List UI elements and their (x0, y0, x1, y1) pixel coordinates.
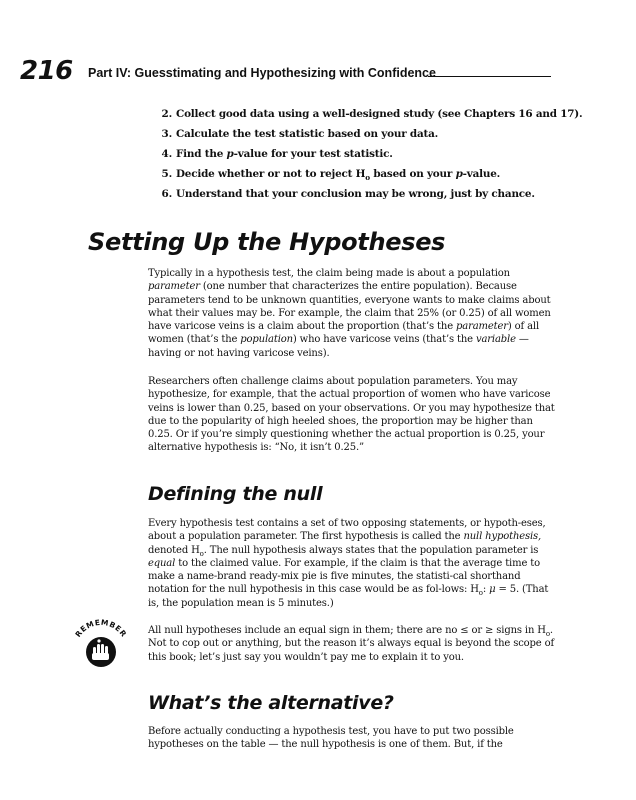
step-text: Calculate the test statistic based on your data. (176, 128, 439, 140)
paragraph-alternative: Before actually conducting a hypothesis test, you have to put two possible hypotheses on the table — the null hypothesis is one of them. But, if the (148, 726, 514, 751)
text-run: : (482, 584, 490, 596)
subscript: o (199, 549, 204, 558)
step-text-post: -value for your test statistic. (233, 148, 393, 160)
running-head: Part IV: Guesstimating and Hypothesizing with Confidence (88, 66, 436, 80)
step-number: 3. (161, 128, 172, 140)
em-text: variable (475, 334, 516, 346)
paragraph-researchers: Researchers often challenge claims about population parameters. You may hypothesize, for example, that the actual proportion of women who have varicose veins is lower than 0.25, based on your observations. Or you may hypothesize that due to the popularity of high heeled shoes, the proportion may be higher than 0.25. Or if you’re simply questioning whether the actual proportion is 0.25, your alternative hypothesis is: “No, it isn’t 0.25.” (148, 376, 555, 454)
list-item (148, 185, 582, 205)
step-number: 6. (161, 188, 172, 200)
section-heading: Setting Up the Hypotheses (88, 228, 446, 256)
list-item (148, 165, 582, 185)
em-text: null hypothesis, (463, 531, 542, 543)
step-text: Understand that your conclusion may be wrong, just by chance. (176, 188, 535, 200)
list-item (148, 125, 582, 145)
text-run: Typically in a hypothesis test, the claim being made is about a population (148, 268, 510, 279)
header-rule (428, 76, 551, 77)
list-item (148, 145, 582, 165)
page-number: 216 (20, 56, 73, 86)
remember-label-path: REMEMBER (73, 617, 129, 639)
subscript: o (478, 589, 483, 598)
remember-icon (68, 614, 134, 674)
em-text: equal (148, 557, 176, 569)
paragraph-null-hypothesis (148, 517, 558, 610)
text-run: = 5. (That is, the population mean is 5 minutes.) (148, 584, 549, 609)
text-run: . Not to cop out or anything, but the reason it’s always equal is beyond the scope of this book; let’s just say you wouldn’t pay me to explain it to you. (148, 625, 555, 663)
step-number: 4. (161, 148, 172, 160)
paragraph-parameters (148, 267, 558, 360)
step-number: 2. (161, 108, 172, 120)
text-run: ) of all women (that’s the (148, 321, 540, 346)
step-text-pre: Decide whether or not to reject H (176, 168, 366, 180)
steps-list (148, 105, 582, 205)
step-text-post: -value. (462, 168, 501, 180)
text-run: (one number that characterizes the entire population). Because parameters tend to be unknown quantities, everyone wants to make claims about what their values may be. For example, the claim that 25% (or 0.25) of all women have varicose veins is a claim about the proportion (that’s the (148, 281, 551, 333)
step-number: 5. (161, 168, 172, 180)
step-text-em: p (226, 148, 234, 160)
text-run: All null hypotheses include an equal sign in them; there are no ≤ or ≥ signs in H (148, 625, 546, 636)
text-run: denoted H (148, 544, 200, 556)
step-text-em: p (455, 168, 463, 180)
step-text-pre: Find the (176, 148, 227, 160)
text-run: to the claimed value. For example, if the claim is that the average time to make a name-brand ready-mix pie is five minutes, the statisti-cal shorthand notation for the null hypothesis in this case would be as fol-lows: H (148, 557, 540, 596)
em-text: parameter (148, 281, 200, 293)
text-run: ) who have varicose veins (that’s the (292, 334, 476, 346)
em-text: parameter (456, 321, 508, 333)
subscript: o (365, 173, 370, 182)
paragraph-remember (148, 624, 558, 664)
subscript: o (545, 630, 550, 638)
step-text: Collect good data using a well-designed study (see Chapters 16 and 17). (176, 108, 583, 120)
remember-label (73, 618, 128, 639)
text-run: Every hypothesis test contains a set of two opposing statements, or hypoth-eses, about a population parameter. The first hypothesis is called the (148, 518, 546, 543)
text-run: — having or not having varicose veins). (148, 334, 529, 359)
subsection-heading-null: Defining the null (148, 483, 323, 505)
subsection-heading-alternative: What’s the alternative? (148, 692, 394, 714)
em-text: population (240, 334, 293, 346)
list-item (148, 105, 582, 125)
text-run: . The null hypothesis always states that the population parameter is (203, 544, 539, 556)
step-text-mid: based on your (369, 168, 456, 180)
mu-symbol: μ (489, 584, 496, 596)
